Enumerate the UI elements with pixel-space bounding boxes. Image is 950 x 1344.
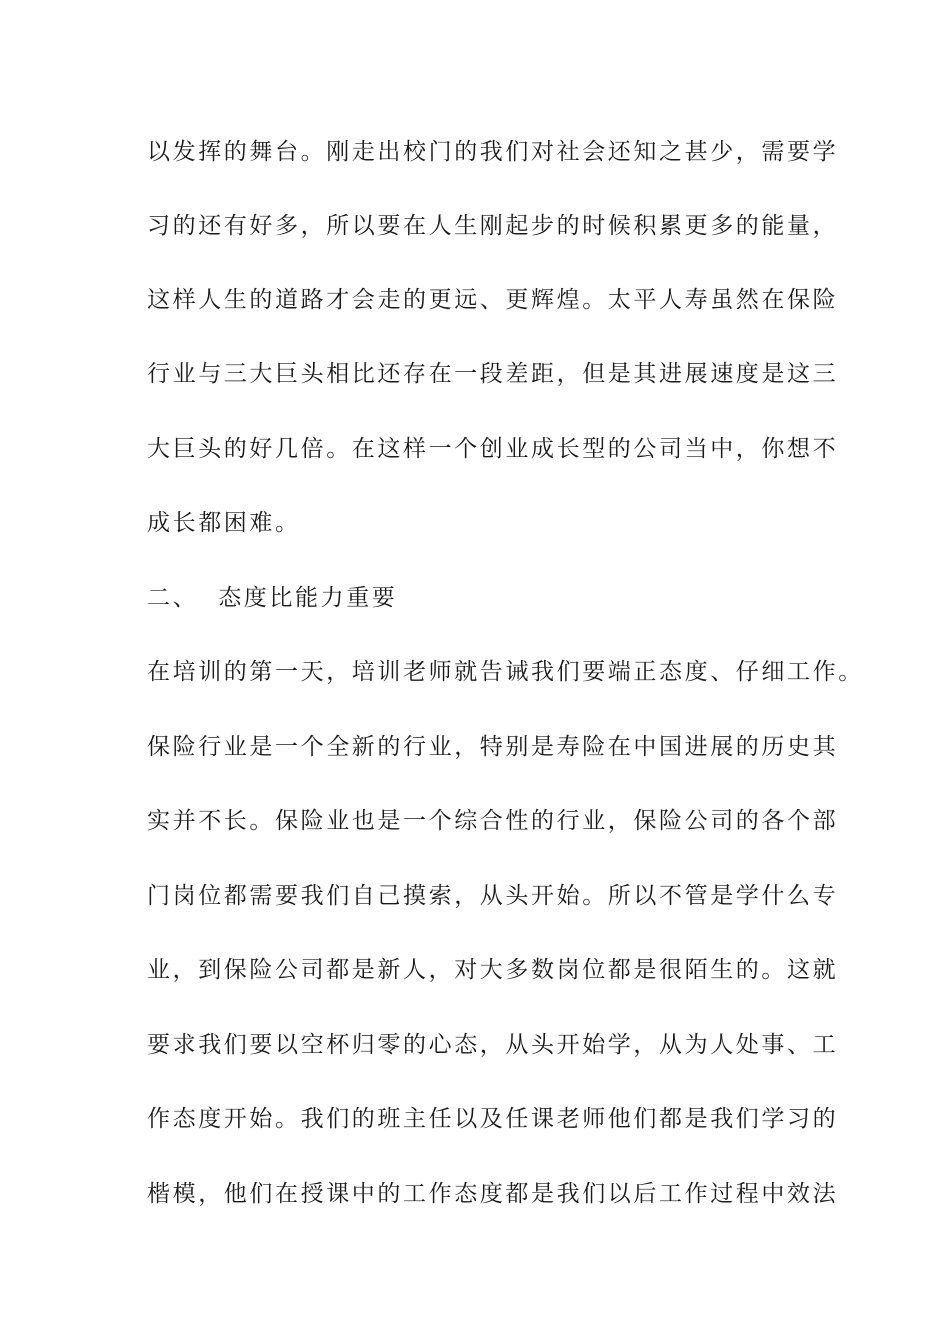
- section-number: 二、: [147, 585, 199, 611]
- paragraph-2-line-8: 楷模，他们在授课中的工作态度都是我们以后工作过程中效法: [147, 1181, 839, 1207]
- paragraph-1-line-1: 以发挥的舞台。刚走出校门的我们对社会还知之甚少，需要学: [147, 139, 839, 165]
- paragraph-1-line-4: 行业与三大巨头相比还存在一段差距，但是其进展速度是这三: [147, 361, 839, 387]
- paragraph-2-line-5: 业，到保险公司都是新人，对大多数岗位都是很陌生的。这就: [147, 957, 839, 983]
- paragraph-1-line-6: 成长都困难。: [147, 510, 301, 536]
- paragraph-2-line-2: 保险行业是一个全新的行业，特别是寿险在中国进展的历史其: [147, 734, 839, 760]
- paragraph-2-line-3: 实并不长。保险业也是一个综合性的行业，保险公司的各个部: [147, 808, 839, 834]
- paragraph-2-line-4: 门岗位都需要我们自己摸索，从头开始。所以不管是学什么专: [147, 883, 839, 909]
- paragraph-2-line-1: 在培训的第一天，培训老师就告诫我们要端正态度、仔细工作。: [147, 659, 864, 685]
- paragraph-2-line-6: 要求我们要以空杯归零的心态，从头开始学，从为人处事、工: [147, 1032, 839, 1058]
- paragraph-1-line-5: 大巨头的好几倍。在这样一个创业成长型的公司当中，你想不: [147, 436, 839, 462]
- paragraph-1-line-3: 这样人生的道路才会走的更远、更辉煌。太平人寿虽然在保险: [147, 287, 839, 313]
- section-heading: [147, 583, 807, 613]
- paragraph-2-line-7: 作态度开始。我们的班主任以及任课老师他们都是我们学习的: [147, 1106, 839, 1132]
- paragraph-1-line-2: 习的还有好多，所以要在人生刚起步的时候积累更多的能量，: [147, 213, 839, 239]
- section-title: 态度比能力重要: [218, 585, 398, 611]
